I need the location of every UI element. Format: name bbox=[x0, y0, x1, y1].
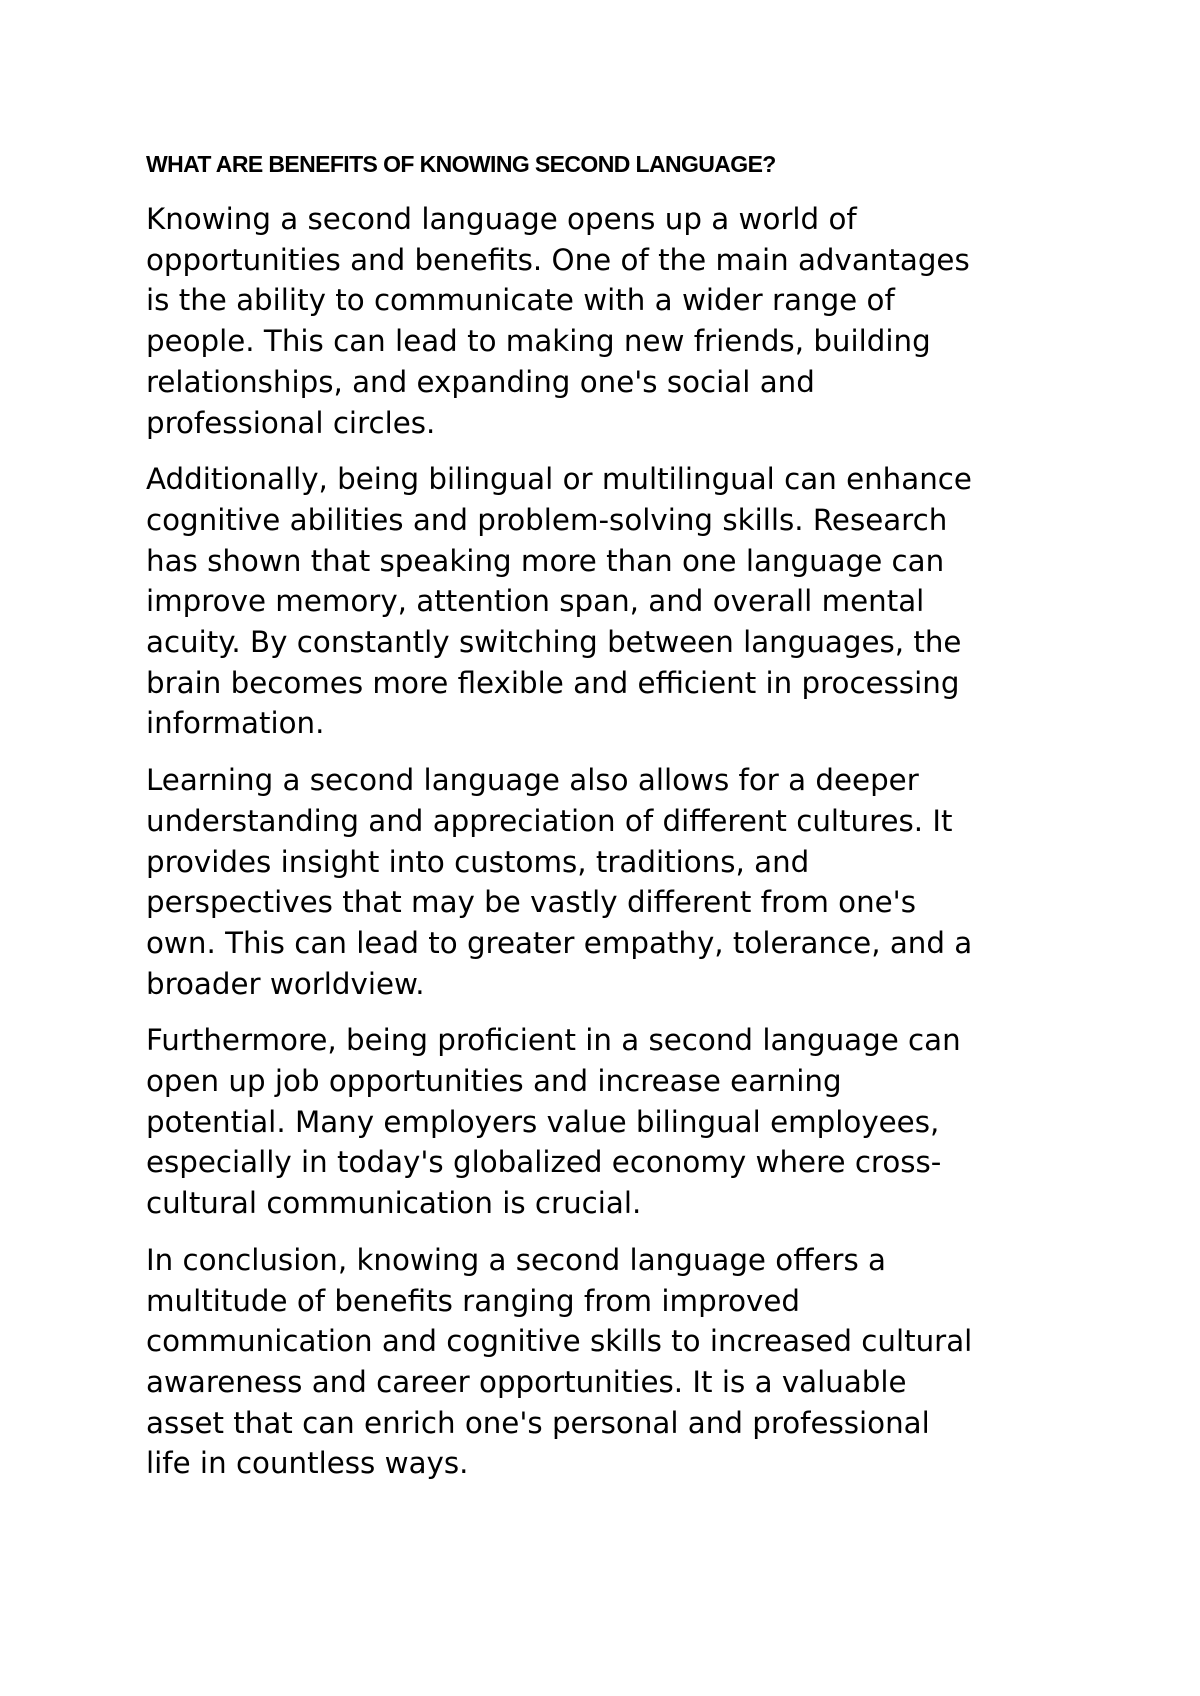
text-line: In conclusion, knowing a second language offers a bbox=[146, 1242, 886, 1277]
text-line: broader worldview. bbox=[146, 966, 425, 1001]
text-line: professional circles. bbox=[146, 405, 436, 440]
text-line: information. bbox=[146, 706, 325, 741]
text-line: open up job opportunities and increase earning bbox=[146, 1064, 842, 1099]
paragraph-intro bbox=[146, 199, 1086, 443]
text-line: life in countless ways. bbox=[146, 1446, 469, 1481]
text-line: understanding and appreciation of different cultures. It bbox=[146, 803, 953, 838]
paragraph-career bbox=[146, 1020, 1086, 1224]
text-line: awareness and career opportunities. It is a valuable bbox=[146, 1364, 907, 1399]
document-heading: WHAT ARE BENEFITS OF KNOWING SECOND LANGUAGE? bbox=[146, 151, 776, 177]
paragraph-conclusion bbox=[146, 1240, 1086, 1484]
text-line: is the ability to communicate with a wider range of bbox=[146, 283, 895, 318]
text-line: opportunities and benefits. One of the main advantages bbox=[146, 242, 970, 277]
text-line: provides insight into customs, traditions, and bbox=[146, 844, 810, 879]
text-line: cultural communication is crucial. bbox=[146, 1186, 642, 1221]
text-line: own. This can lead to greater empathy, tolerance, and a bbox=[146, 925, 973, 960]
text-line: improve memory, attention span, and overall mental bbox=[146, 584, 925, 619]
text-line: multitude of benefits ranging from improved bbox=[146, 1283, 800, 1318]
paragraph-culture bbox=[146, 760, 1086, 1004]
text-line: Learning a second language also allows for a deeper bbox=[146, 763, 919, 798]
text-line: potential. Many employers value bilingual employees, bbox=[146, 1104, 940, 1139]
paragraph-cognitive bbox=[146, 459, 1086, 744]
text-line: cognitive abilities and problem-solving skills. Research bbox=[146, 502, 948, 537]
text-line: brain becomes more flexible and efficient in processing bbox=[146, 665, 960, 700]
text-line: asset that can enrich one's personal and professional bbox=[146, 1405, 930, 1440]
text-line: people. This can lead to making new friends, building bbox=[146, 324, 931, 359]
text-line: Knowing a second language opens up a world of bbox=[146, 202, 857, 236]
text-line: acuity. By constantly switching between languages, the bbox=[146, 625, 962, 660]
document-page bbox=[146, 147, 1086, 1500]
text-line: Furthermore, being proficient in a second language can bbox=[146, 1023, 961, 1058]
text-line: especially in today's globalized economy where cross- bbox=[146, 1145, 942, 1180]
text-line: Additionally, being bilingual or multilingual can enhance bbox=[146, 462, 972, 497]
text-line: relationships, and expanding one's social and bbox=[146, 364, 815, 399]
text-line: perspectives that may be vastly different from one's bbox=[146, 885, 917, 920]
text-line: has shown that speaking more than one language can bbox=[146, 543, 945, 578]
text-line: communication and cognitive skills to increased cultural bbox=[146, 1324, 973, 1359]
